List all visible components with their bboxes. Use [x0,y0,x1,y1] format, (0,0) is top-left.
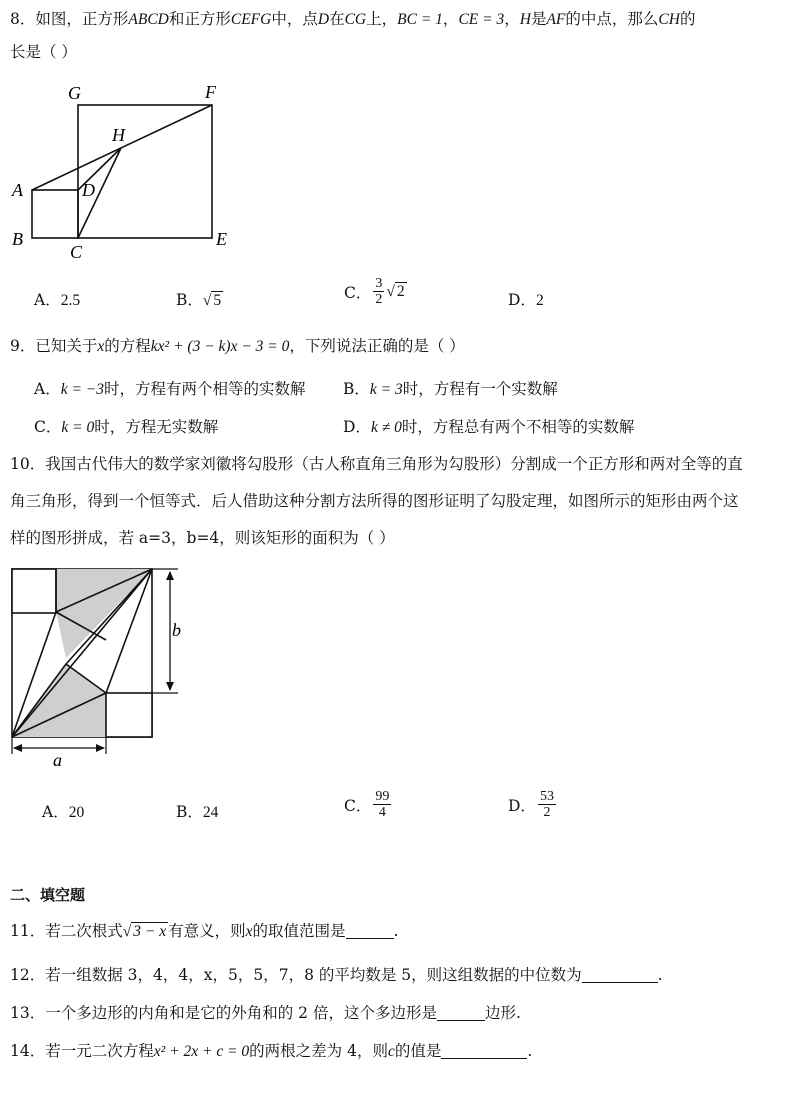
q10-stem-line1: 10．我国古代伟大的数学家刘徽将勾股形（古人称直角三角形为勾股形）分割成一个正方形和两对全等的直 [10,455,743,473]
q9-option-c[interactable]: C．k = 0时，方程无实数解 [34,418,219,436]
q9-option-a[interactable]: A．k = −3时，方程有两个相等的实数解 [34,380,306,398]
q10-option-d[interactable]: D． $\frac{53}{2}$ [508,789,554,820]
q8-option-c[interactable]: C． $\frac{3}{2}$ √ 2 [344,276,405,307]
q10-option-a[interactable]: A．20 [42,803,85,821]
b-arrow-up [166,571,174,580]
small-square-bottom-right [106,693,152,737]
q8-figure [0,75,240,265]
segment-af [32,105,212,190]
q8-number: 8． [10,10,36,28]
q14-answer-blank[interactable] [441,1042,527,1059]
q12-number: 12． [10,966,46,984]
label-f: F [205,82,216,102]
b-arrow-down [166,682,174,691]
label-c: C [70,242,83,262]
q13-answer-blank[interactable] [437,1004,485,1021]
q12-stem: 12．若一组数据 3，4，4，x，5，5，7，8 的平均数是 5，则这组数据的中位数为 . [10,966,663,984]
label-b: B [12,229,23,249]
q14-number: 14． [10,1042,46,1060]
q10-stem-line2: 角三角形，得到一个恒等式．后人借助这种分割方法所得的图形证明了勾股定理，如图所示的矩形由两个这 [10,492,739,510]
q8-stem-line1: 8．如图，正方形ABCD和正方形CEFG中，点D在CG上，BC = 1，CE = 3，H是AF的中点，那么CH的 [10,10,696,28]
q8-option-b[interactable]: B．√ 5 [176,291,222,309]
q13-number: 13． [10,1004,46,1022]
q8-stem-line2: 长是（ ） [10,43,77,61]
q11-number: 11． [10,922,46,940]
shaded-triangle-bottom [12,664,106,737]
q12-answer-blank[interactable] [582,966,658,983]
q9-option-d[interactable]: D．k ≠ 0时，方程总有两个不相等的实数解 [343,418,635,436]
label-e: E [216,229,227,249]
q9-number: 9． [10,337,36,355]
q9-stem: 9．已知关于x的方程kx² + (3 − k)x − 3 = 0，下列说法正确的是（ ） [10,337,465,355]
q13-stem: 13．一个多边形的内角和是它的外角和的 2 倍，这个多边形是 边形. [10,1004,521,1022]
q11-stem: 11．若二次根式√ 3 − x 有意义，则x的取值范围是 . [10,922,399,940]
q10-stem-line3: 样的图形拼成，若 a=3，b=4，则该矩形的面积为（ ） [10,529,395,547]
q10-number: 10． [10,455,46,473]
label-b-dim: b [172,620,181,640]
square-cefg [78,105,212,238]
q11-answer-blank[interactable] [346,922,394,939]
label-h: H [112,125,125,145]
a-arrow-left [13,744,22,752]
q10-option-b[interactable]: B．24 [176,803,219,821]
q10-option-c[interactable]: C． $\frac{99}{4}$ [344,789,390,820]
q8-option-a[interactable]: A．2.5 [34,291,81,309]
small-square-top-left [12,569,56,613]
q9-option-b[interactable]: B．k = 3时，方程有一个实数解 [343,380,558,398]
q8-option-d[interactable]: D．2 [508,291,544,309]
section-title: 二、填空题 [10,886,86,904]
label-g: G [68,83,81,103]
square-abcd [32,190,78,238]
label-a: A [12,180,23,200]
label-d: D [82,180,95,200]
q14-stem: 14．若一元二次方程x² + 2x + c = 0的两根之差为 4，则c的值是 . [10,1042,533,1060]
label-a-dim: a [53,750,62,770]
a-arrow-right [96,744,105,752]
q10-figure [0,560,200,775]
shaded-triangle-top [56,569,152,658]
